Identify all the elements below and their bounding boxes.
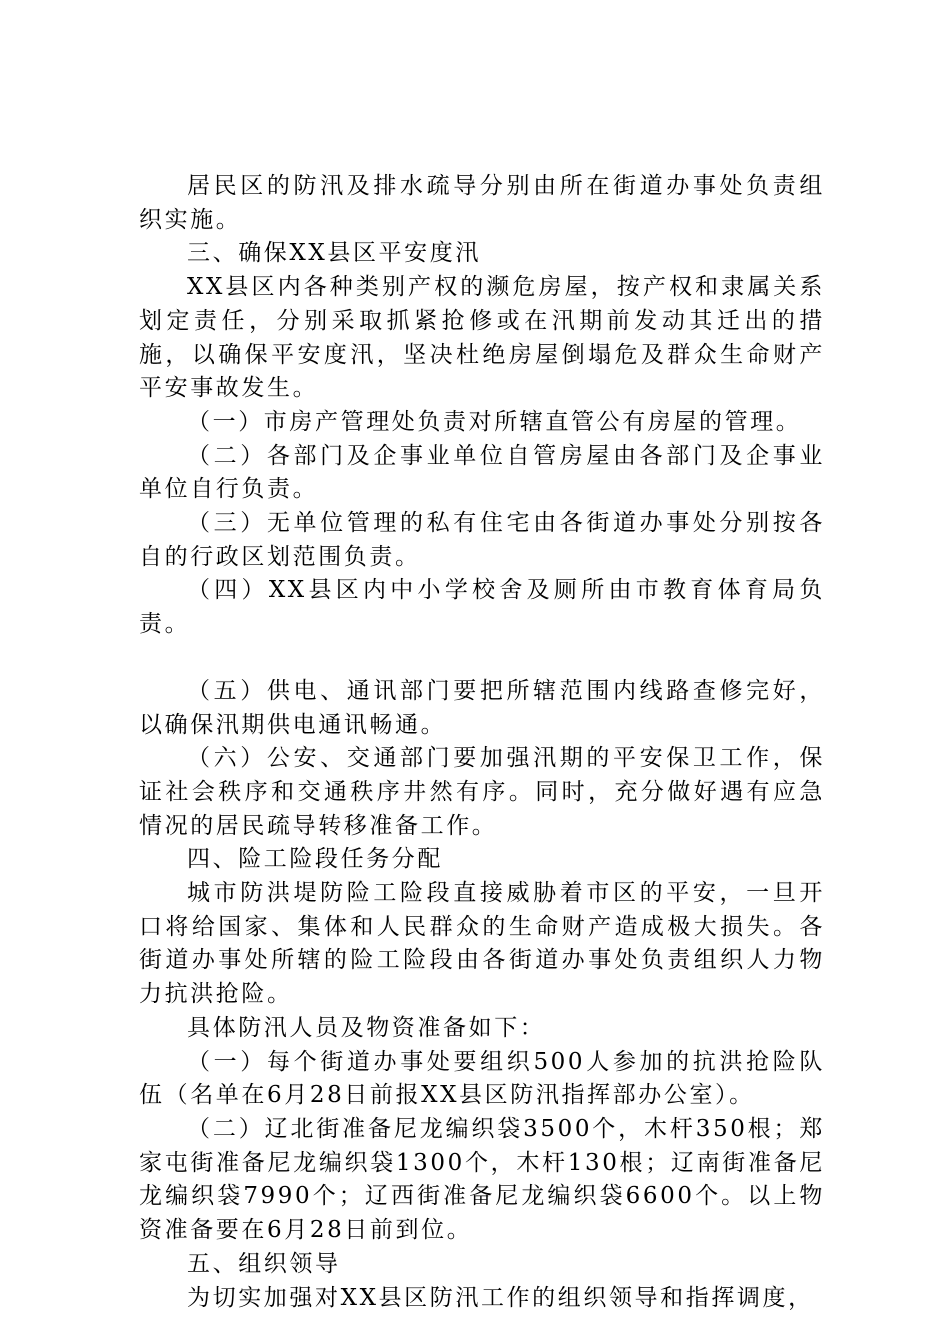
paragraph-leadership: 为切实加强对XX县区防汛工作的组织领导和指挥调度， <box>187 1284 814 1311</box>
document-body <box>139 170 825 1315</box>
list-item-1-housing-office: （一）市房产管理处负责对所辖直管公有房屋的管理。 <box>187 408 802 435</box>
list-item-2-materials: （二）辽北街准备尼龙编织袋3500个，木杆350根；郑家屯街准备尼龙编织袋1300个，木杆130根；辽南街准备尼龙编织袋7990个；辽西街准备尼龙编织袋6600个。以上物资准备要在6月28日前到位。 <box>139 1115 825 1244</box>
list-item-6-police-traffic: （六）公安、交通部门要加强汛期的平安保卫工作，保证社会秩序和交通秩序井然有序。同时，充分做好遇有应急情况的居民疏导转移准备工作。 <box>139 745 825 839</box>
section-heading-safe-flood-season: 三、确保XX县区平安度汛 <box>187 240 481 267</box>
section-heading-leadership: 五、组织领导 <box>187 1250 341 1277</box>
paragraph-dangerous-houses: XX县区内各种类别产权的濒危房屋，按产权和隶属关系划定责任，分别采取抓紧抢修或在汛期前发动其迁出的措施，以确保平安度汛，坚决杜绝房屋倒塌危及群众生命财产平安事故发生。 <box>139 274 825 402</box>
list-item-3-private-houses: （三）无单位管理的私有住宅由各街道办事处分别按各自的行政区划范围负责。 <box>139 510 825 570</box>
section-heading-dangerous-sections: 四、险工险段任务分配 <box>187 846 443 873</box>
list-item-5-power-communication: （五）供电、通讯部门要把所辖范围内线路查修完好，以确保汛期供电通讯畅通。 <box>139 677 825 738</box>
list-item-2-self-managed-houses: （二）各部门及企事业单位自管房屋由各部门及企事业单位自行负责。 <box>139 442 825 503</box>
paragraph-preparation-intro: 具体防汛人员及物资准备如下： <box>187 1014 546 1041</box>
list-item-4-school-buildings: （四）XX县区内中小学校舍及厕所由市教育体育局负责。 <box>139 577 825 638</box>
list-item-1-rescue-team: （一）每个街道办事处要组织500人参加的抗洪抢险队伍（名单在6月28日前报XX县区防汛指挥部办公室）。 <box>139 1048 825 1109</box>
paragraph-flood-embankment: 城市防洪堤防险工险段直接威胁着市区的平安，一旦开口将给国家、集体和人民群众的生命财产造成极大损失。各街道办事处所辖的险工险段由各街道办事处负责组织人力物力抗洪抢险。 <box>139 880 825 1008</box>
paragraph-residential-drainage: 居民区的防汛及排水疏导分别由所在街道办事处负责组织实施。 <box>139 173 825 233</box>
